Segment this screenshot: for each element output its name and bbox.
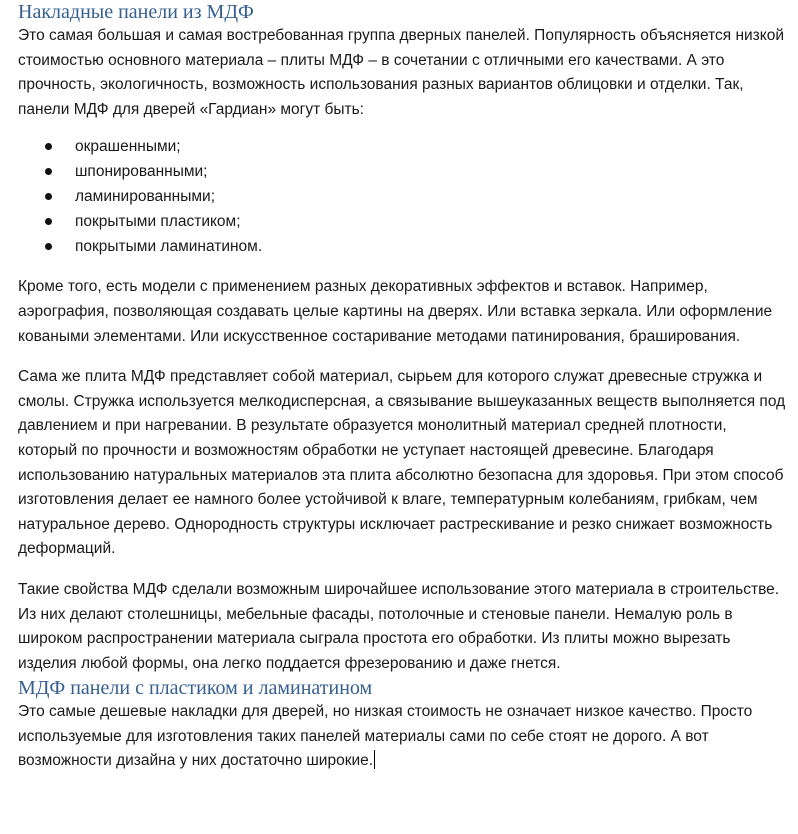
mdf-material-paragraph: Сама же плита МДФ представляет собой материал, сырьем для которого служат древесные стружка и смолы. Стружка используется мелкодисперсная, а связывание вышеуказанных веществ выполняется под давлением и при нагревании. В результате образуется монолитный материал средней плотности, который по прочности и возможностям обработки не уступает настоящей древесине. Благодаря использованию натуральных материалов эта плита абсолютно безопасна для здоровья. При этом способ изготовления делает ее намного более устойчивой к влаге, температурным колебаниям, грибкам, чем натуральное дерево. Однородность структуры исключает растрескивание и резко снижает возможность деформаций. xyxy=(18,368,786,558)
section-heading-mdf-overlay-panels: Накладные панели из МДФ xyxy=(18,1,254,23)
list-item-text: шпонированными; xyxy=(75,163,208,181)
plastic-laminatin-paragraph[interactable] xyxy=(18,700,788,774)
list-item xyxy=(18,209,788,234)
list-item xyxy=(18,159,788,184)
document-page xyxy=(18,0,788,774)
section-heading-plastic-laminatin: МДФ панели с пластиком и ламинатином xyxy=(18,677,373,700)
list-item xyxy=(18,184,788,209)
list-item-text: ламинированными; xyxy=(75,188,215,206)
list-item-text: окрашенными; xyxy=(75,138,181,156)
plastic-laminatin-text: Это самые дешевые накладки для дверей, но низкая стоимость не означает низкое качество. Просто используемые для изготовления таких панелей материалы сами по себе стоят не дорого. А вот возможности дизайна у них достаточно широкие. xyxy=(18,703,753,770)
bullet-icon xyxy=(45,143,52,150)
intro-paragraph: Это самая большая и самая востребованная группа дверных панелей. Популярность объясняется низкой стоимостью основного материала – плиты МДФ – в сочетании с отличными его качествами. А это прочность, экологичность, возможность использования разных вариантов облицовки и отделки. Так, панели МДФ для дверей «Гардиан» могут быть: xyxy=(18,27,785,118)
list-item xyxy=(18,234,788,259)
bullet-icon xyxy=(45,243,52,250)
list-item xyxy=(18,134,788,159)
list-item-text: покрытыми ламинатином. xyxy=(75,238,263,256)
bullet-icon xyxy=(45,168,52,175)
mdf-usage-paragraph: Такие свойства МДФ сделали возможным широчайшее использование этого материала в строительстве. Из них делают столешницы, мебельные фасады, потолочные и стеновые панели. Немалую роль в широком распространении материала сыграла простота его обработки. Из плиты можно вырезать изделия любой формы, она легко поддается фрезерованию и даже гнется. xyxy=(18,580,780,672)
decorative-effects-paragraph: Кроме того, есть модели с применением разных декоративных эффектов и вставок. Например, аэрография, позволяющая создавать целые картины на дверях. Или вставка зеркала. Или оформление коваными элементами. Или искусственное состаривание методами патинирования, браширования. xyxy=(18,278,773,345)
finish-types-list xyxy=(18,134,788,259)
bullet-icon xyxy=(45,193,52,200)
bullet-icon xyxy=(45,218,52,225)
list-item-text: покрытыми пластиком; xyxy=(75,213,241,231)
text-cursor xyxy=(374,750,375,769)
